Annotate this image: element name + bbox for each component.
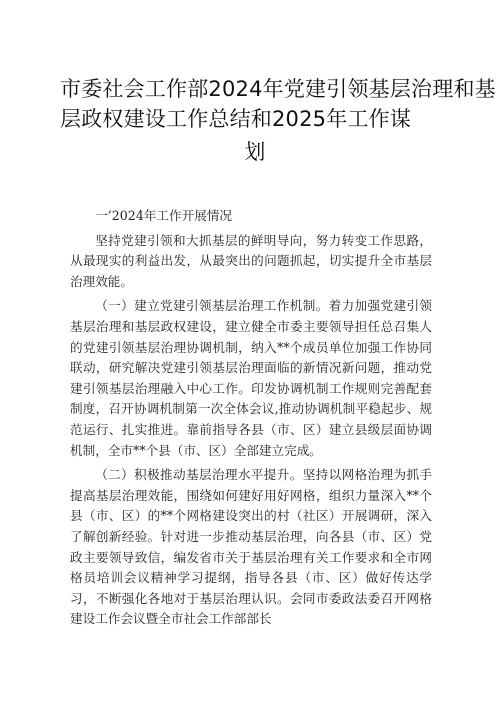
document-title xyxy=(60,74,496,167)
paragraph-mechanism: （一）建立党建引领基层治理工作机制。着力加强党建引领基层治理和基层政权建设，建立健全市委主要领导担任总召集人的党建引领基层治理协调机制，纳入**个成员单位加强工作协同联动，研究解决党建引领基层治理面临的新情况新问题，推动党建引领基层治理融入中心工作。印发协调机制工作规则完善配套制度，召开协调机制第一次全体会议,推动协调机制平稳起步、规范运行、扎实推进。靠前指导各县（市、区）建立县级层面协调机制，全市**个县（市、区）全部建立完成。 xyxy=(70,298,432,458)
document-body xyxy=(70,206,432,630)
section-heading-1: 一’2024年工作开展情况 xyxy=(95,208,232,223)
title-line-2: 层政权建设工作总结和2025年工作谋 xyxy=(60,107,412,131)
title-line-1: 市委社会工作部2024年党建引领基层治理和基 xyxy=(60,77,496,101)
paragraph-governance: （二）积极推动基层治理水平提升。坚持以网格治理为抓手提高基层治理效能，围绕如何建好用好网格，组织力量深入**个县（市、区）的**个网格建设突出的村（社区）开展调研，深入了解创新经验。针对进一步推动基层治理，向各县（市、区）党政主要领导致信，编发省市关于基层治理有关工作要求和全市网格员培训会议精神学习提纲，指导各县（市、区）做好传达学习，不断强化各地对于基层治理认识。会同市委政法委召开网格建设工作会议暨全市社会工作部部长 xyxy=(70,467,432,627)
title-line-3: 划 xyxy=(244,140,266,164)
paragraph-intro: 坚持党建引领和大抓基层的鲜明导向，努力转变工作思路，从最现实的利益出发，从最突出的问题抓起，切实提升全市基层治理效能。 xyxy=(70,232,432,289)
